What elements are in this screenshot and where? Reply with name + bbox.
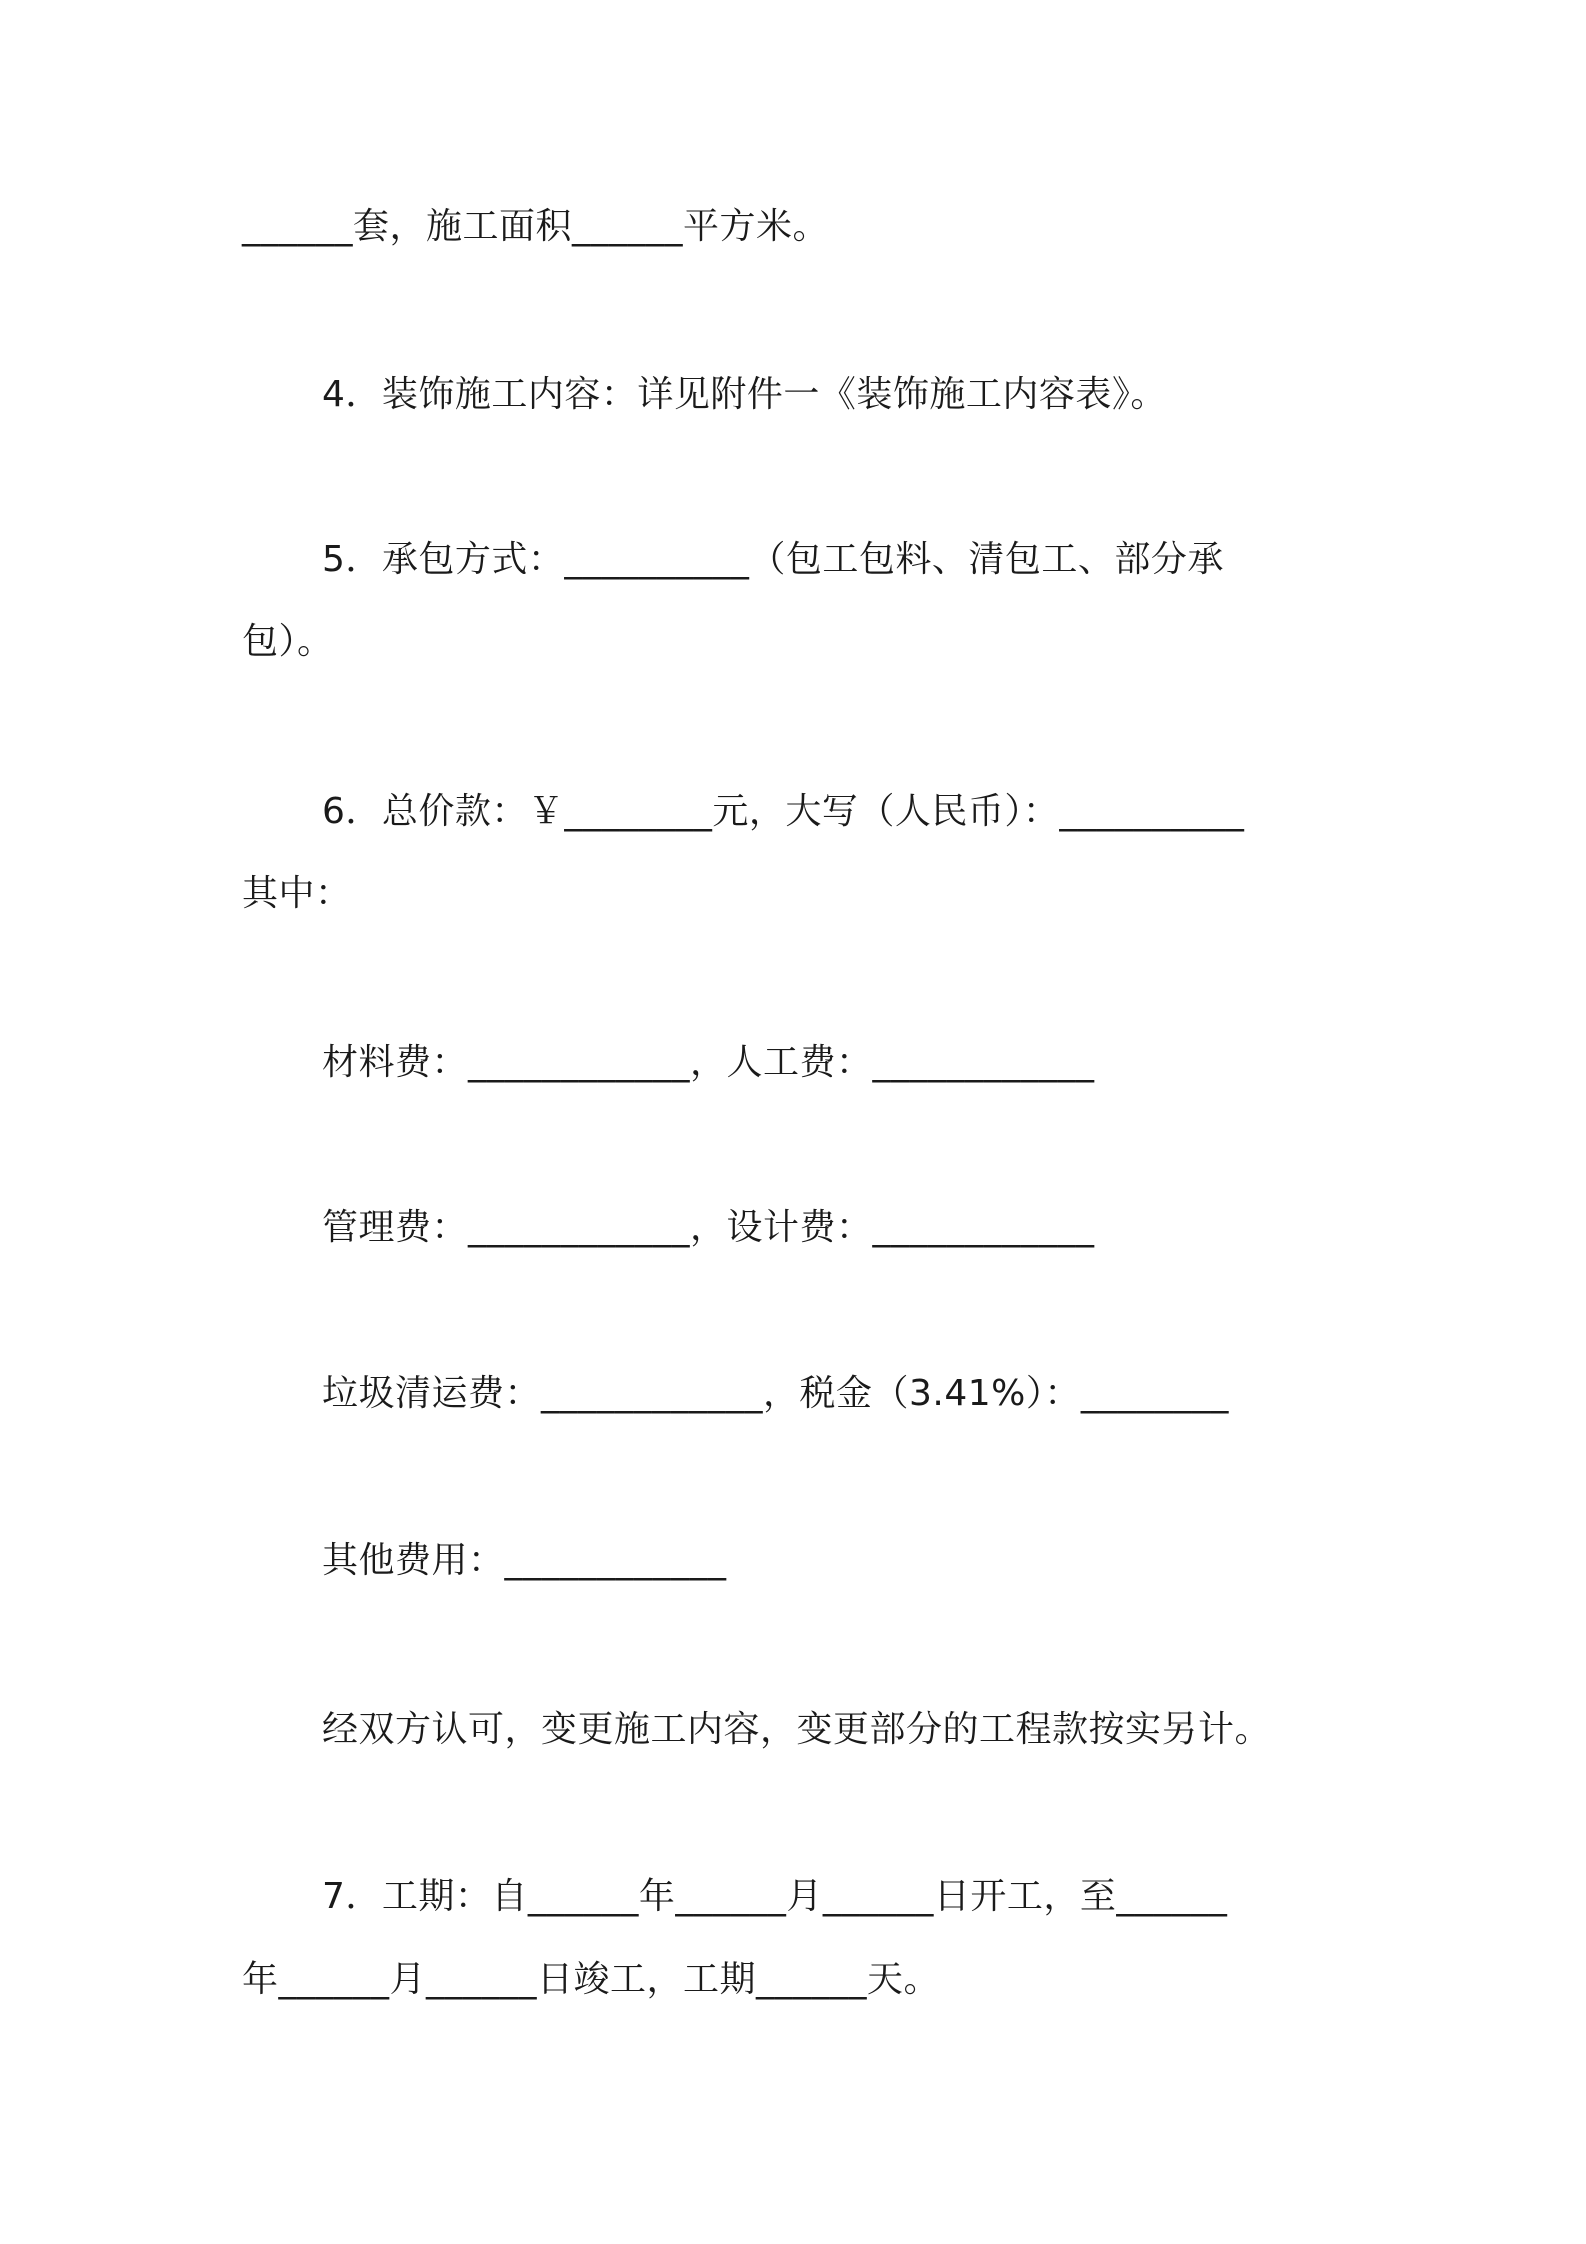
text-line-change-clause: 经双方认可，变更施工内容，变更部分的工程款按实另计。: [322, 1709, 1272, 1750]
text-line-management-design-fee: 管理费：____________，设计费：____________: [322, 1207, 1095, 1248]
text-line-garbage-tax-fee: 垃圾清运费：____________，税金（3.41%）：________: [322, 1373, 1229, 1414]
text-line-total-price: 6．总价款：￥________元，大写（人民币）：__________: [322, 791, 1245, 832]
text-line-other-fee: 其他费用：____________: [322, 1540, 727, 1581]
text-line-schedule: 7．工期：自______年______月______日开工，至______: [322, 1876, 1228, 1917]
text-line-schedule-cont: 年______月______日竣工，工期______天。: [242, 1959, 941, 2000]
text-line-construction-content: 4．装饰施工内容：详见附件一《装饰施工内容表》。: [322, 374, 1167, 415]
text-line-quantity-area: ______套，施工面积______平方米。: [242, 206, 830, 247]
text-line-contract-method-cont: 包）。: [242, 621, 334, 662]
text-line-material-labor-fee: 材料费：____________，人工费：____________: [322, 1042, 1095, 1083]
text-line-among-which: 其中：: [242, 873, 352, 914]
text-line-contract-method: 5．承包方式：__________（包工包料、清包工、部分承: [322, 539, 1224, 580]
